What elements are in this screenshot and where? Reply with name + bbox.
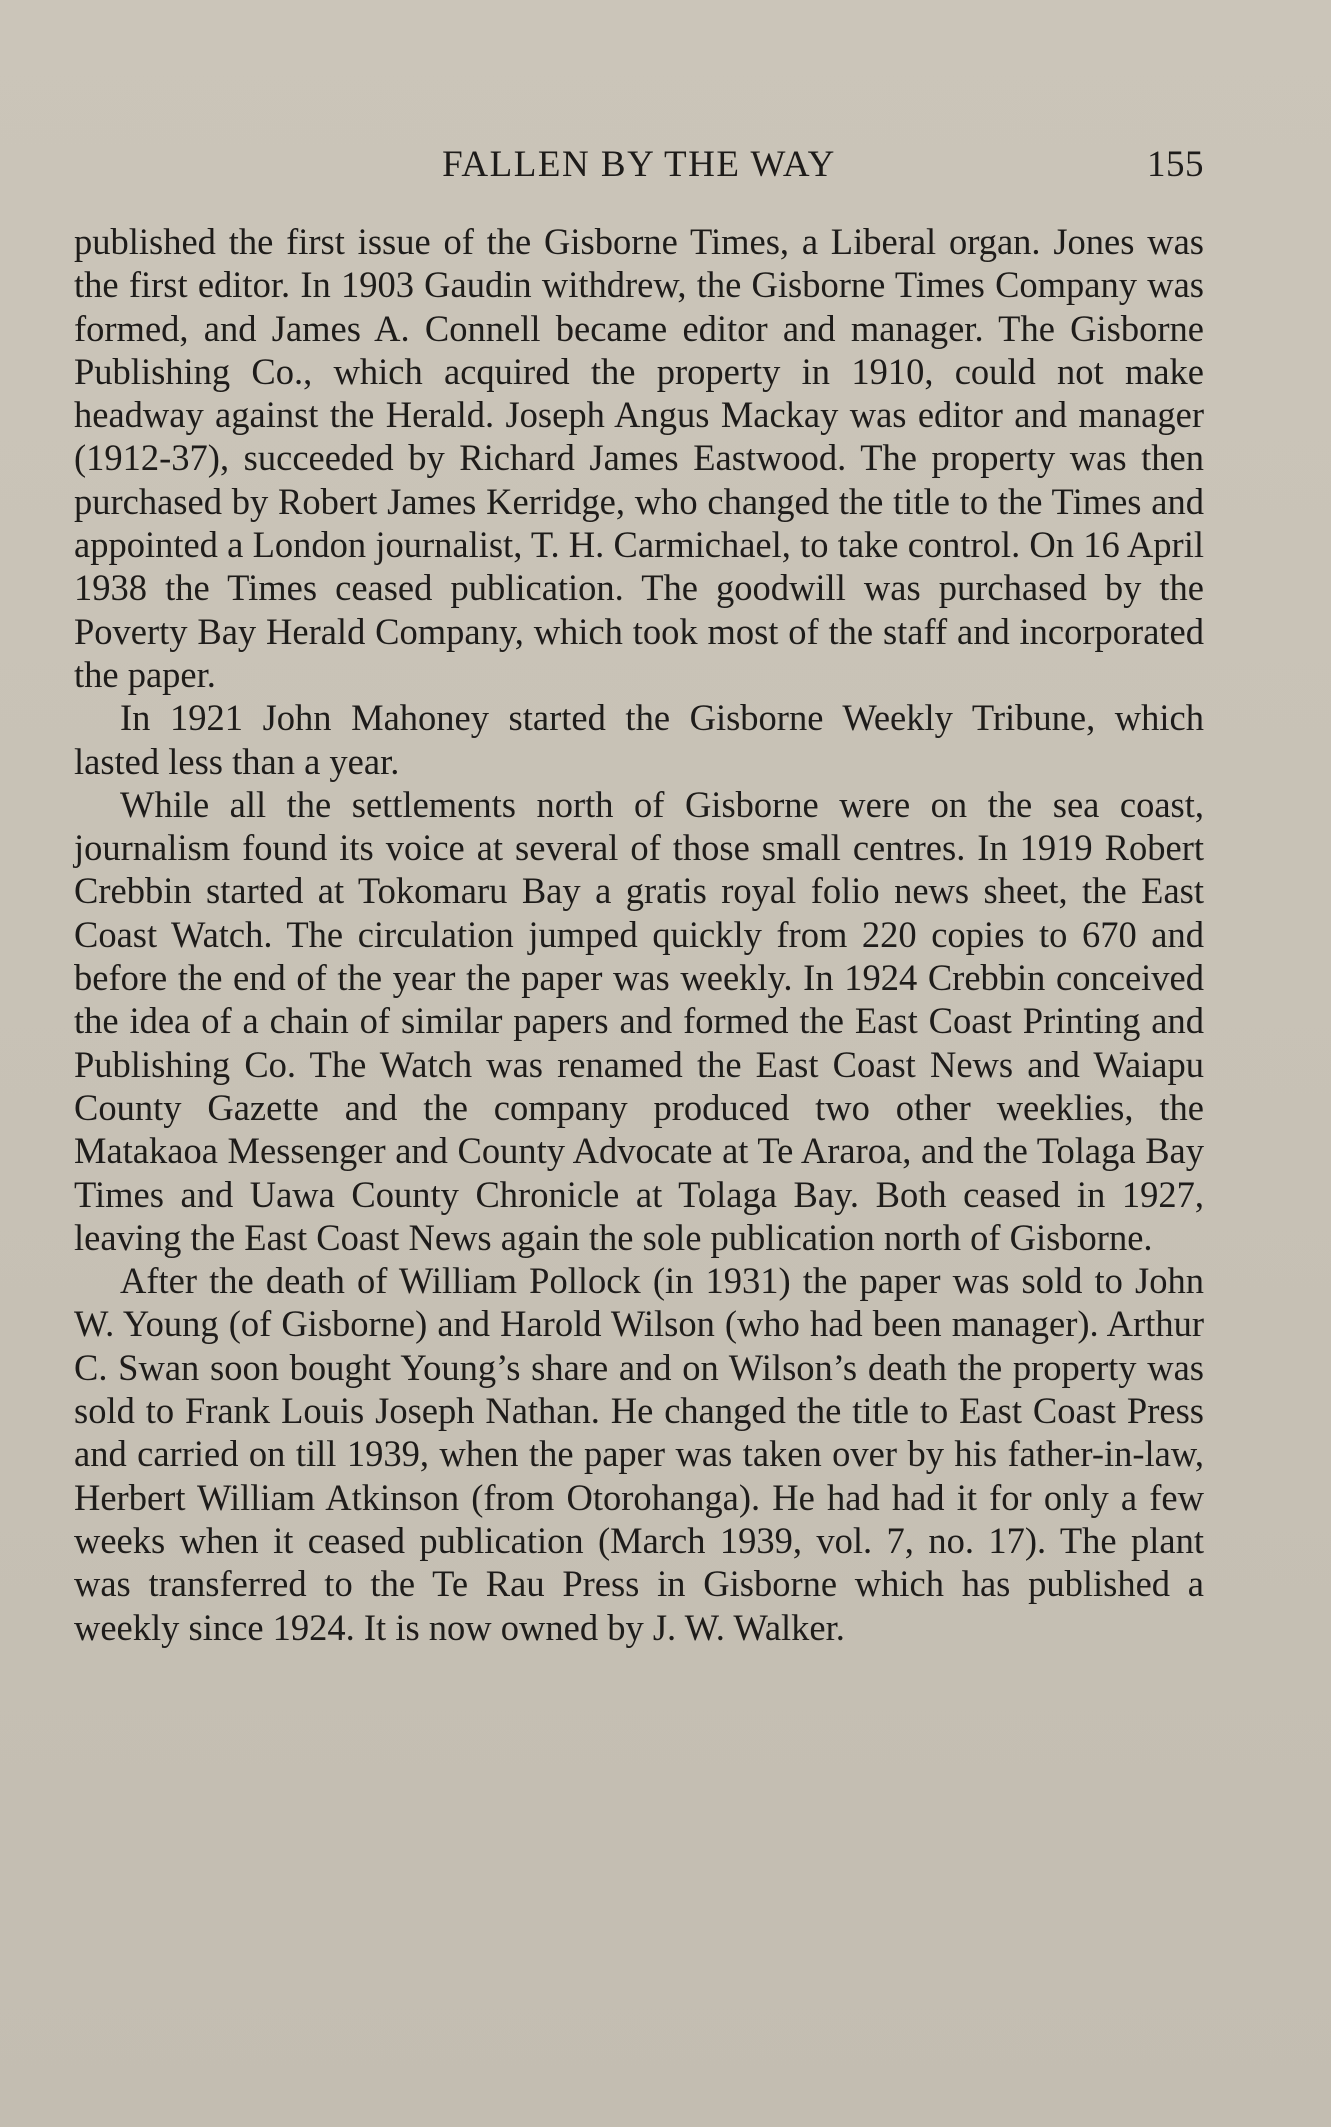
running-head (74, 143, 1204, 193)
body-text (74, 220, 1204, 1649)
paragraph-east-coast-watch: While all the settlements north of Gisborne were on the sea coast, journalism found its voice at several of those small centres. In 1919 Robert Crebbin started at Tokomaru Bay a gratis royal folio news sheet, the East Coast Watch. The circulation jumped quickly from 220 copies to 670 and before the end of the year the paper was weekly. In 1924 Crebbin conceived the idea of a chain of similar papers and formed the East Coast Printing and Publishing Co. The Watch was renamed the East Coast News and Waiapu County Gazette and the company produced two other weeklies, the Matakaoa Messenger and County Advocate at Te Araroa, and the Tolaga Bay Times and Uawa County Chronicle at Tolaga Bay. Both ceased in 1927, leaving the East Coast News again the sole publication north of Gisborne. (74, 783, 1204, 1258)
paragraph-gisborne-times: published the first issue of the Gisborne Times, a Liberal organ. Jones was the first editor. In 1903 Gaudin withdrew, the Gisborne Times Company was formed, and James A. Connell became editor and manager. The Gisborne Publishing Co., which acquired the property in 1910, could not make headway against the Herald. Joseph Angus Mackay was editor and manager (1912-37), succeeded by Richard James Eastwood. The property was then purchased by Robert James Kerridge, who changed the title to the Times and appointed a London journalist, T. H. Carmichael, to take control. On 16 April 1938 the Times ceased publication. The goodwill was purchased by the Poverty Bay Herald Company, which took most of the staff and incorporated the paper. (74, 221, 1204, 695)
paragraph-weekly-tribune: In 1921 John Mahoney started the Gisborne Weekly Tribune, which lasted less than a year. (74, 697, 1204, 782)
page-number: 155 (1147, 144, 1204, 185)
paragraph-east-coast-press: After the death of William Pollock (in 1931) the paper was sold to John W. Young (of Gisborne) and Harold Wilson (who had been manager). Arthur C. Swan soon bought Young’s share and on Wilson’s death the property was sold to Frank Louis Joseph Nathan. He changed the title to East Coast Press and carried on till 1939, when the paper was taken over by his father-in-law, Herbert William Atkinson (from Otorohanga). He had had it for only a few weeks when it ceased publication (March 1939, vol. 7, no. 17). The plant was transferred to the Te Rau Press in Gisborne which has published a weekly since 1924. It is now owned by J. W. Walker. (74, 1260, 1204, 1648)
running-title: FALLEN BY THE WAY (442, 144, 836, 185)
